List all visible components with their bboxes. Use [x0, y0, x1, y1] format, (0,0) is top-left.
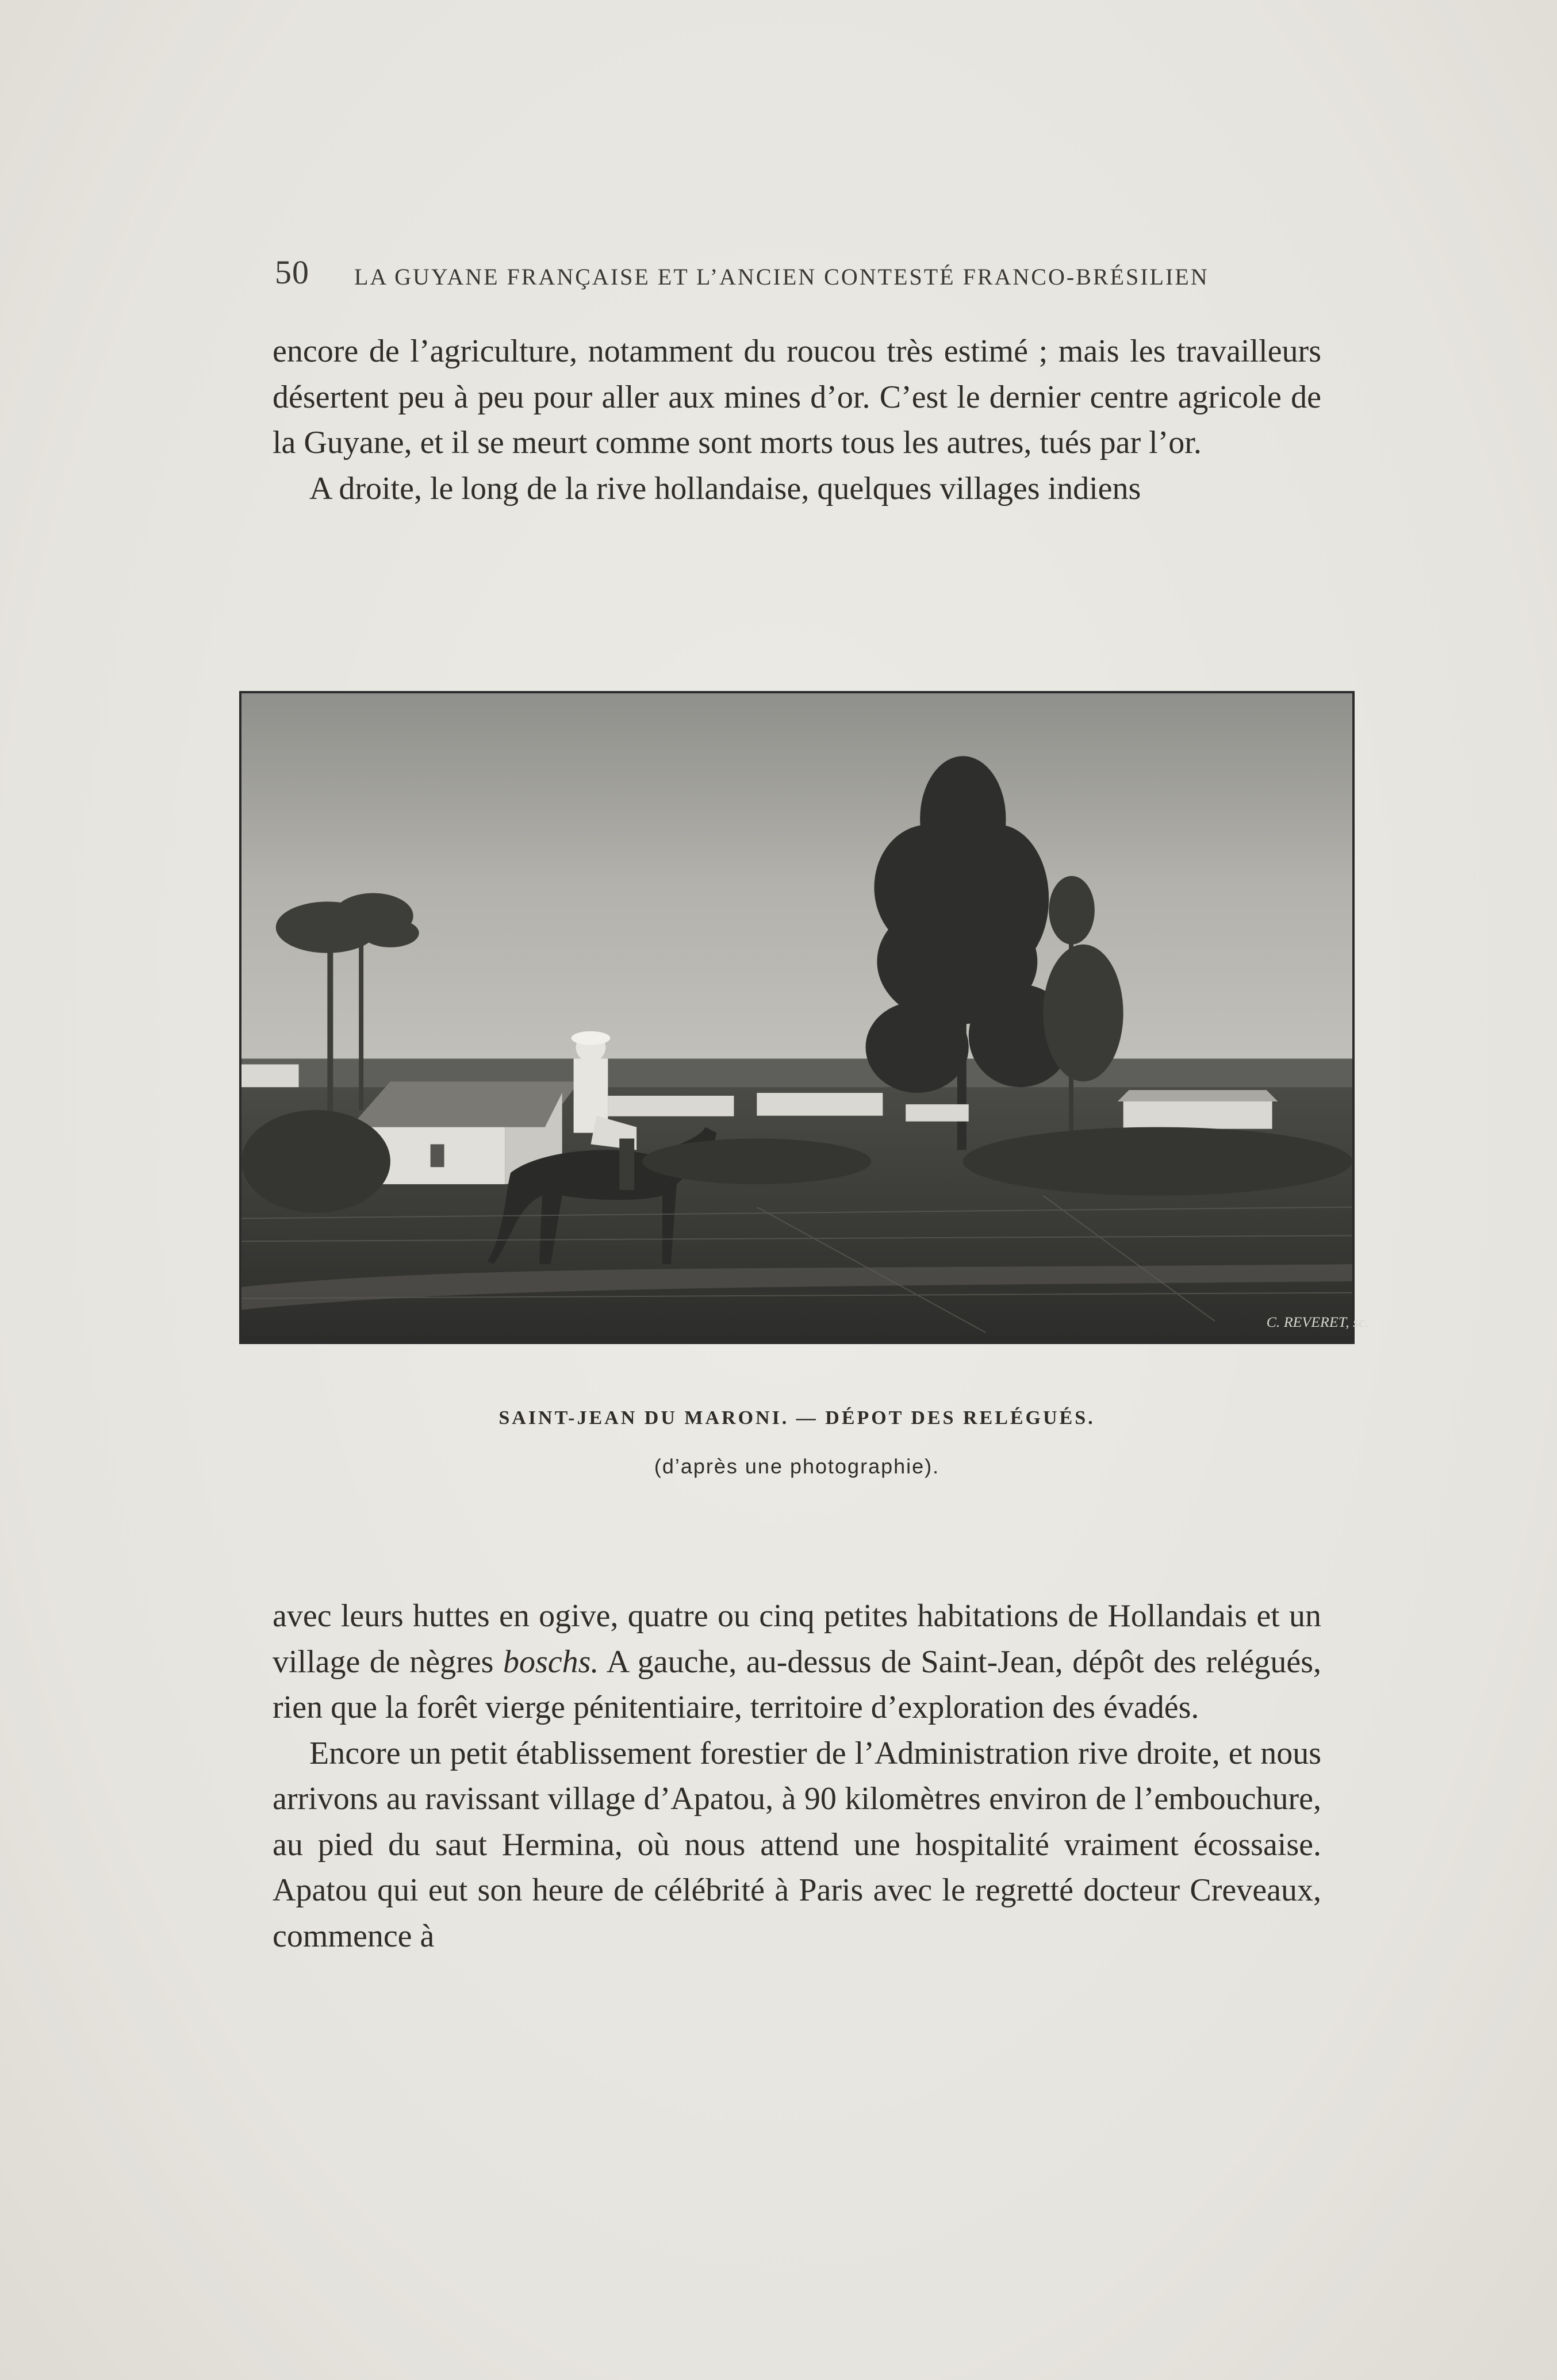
- paragraph: Encore un petit établissement forestier de l’Administration rive droite, et nous arrivons au ravissant village d’Apatou, à 90 kilomètres environ de l’embouchure, au pied du saut Hermina, où nous attend une hospitalité vraiment écossaise. Apatou qui eut son heure de célébrité à Paris avec le regretté docteur Creveaux, commence à: [273, 1735, 1321, 1954]
- text-block-top: [273, 329, 1321, 512]
- running-title: LA GUYANE FRANÇAISE ET L’ANCIEN CONTESTÉ FRANCO-BRÉSILIEN: [354, 264, 1209, 290]
- text-run: avec leurs huttes en ogive, quatre ou cinq petites habitations de Hollandais et un village de nègres: [273, 1598, 1321, 1680]
- text-run: A gauche, au-dessus de Saint-Jean, dépôt des relégués, rien que la forêt vierge pénitentiaire, territoire d’exploration des évadés.: [273, 1644, 1321, 1725]
- page-number: 50: [275, 254, 309, 291]
- figure-source: (d’après une photographie).: [654, 1454, 940, 1478]
- running-head: [275, 253, 1333, 293]
- figure-caption: SAINT-JEAN DU MARONI. — DÉPOT DES RELÉGUÉS.: [498, 1407, 1095, 1429]
- photo-illustration: [239, 691, 1370, 1344]
- italic-term: boschs.: [503, 1644, 599, 1680]
- landscape-photo: [241, 693, 1370, 1342]
- text-block-bottom: [273, 1594, 1321, 1959]
- sky: [241, 693, 1352, 1081]
- engraver-signature: C. REVERET, sc.: [1266, 1314, 1370, 1331]
- paragraph: A droite, le long de la rive hollandaise, quelques villages indiens: [309, 470, 1141, 506]
- paragraph: encore de l’agriculture, notamment du roucou très estimé ; mais les travailleurs désertent peu à peu pour aller aux mines d’or. C’est le dernier centre agricole de la Guyane, et il se meurt comme sont morts tous les autres, tués par l’or.: [273, 333, 1321, 460]
- paragraph: [273, 1594, 1321, 1731]
